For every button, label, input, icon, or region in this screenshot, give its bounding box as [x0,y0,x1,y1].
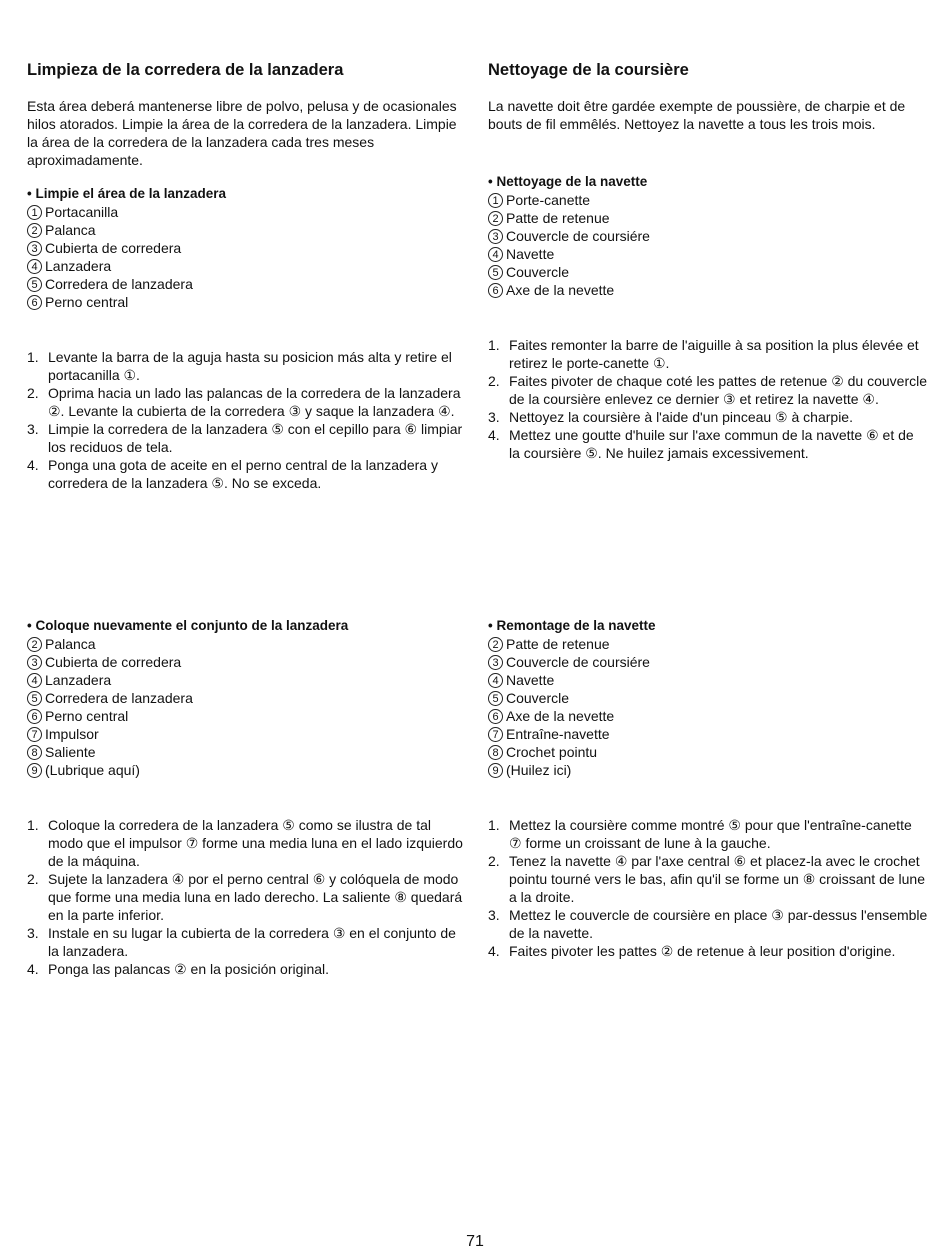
part-label: Perno central [45,294,129,310]
part-label: Portacanilla [45,204,119,220]
part-item [488,281,928,299]
part-item [27,653,467,671]
part-item [27,203,467,221]
part-label: Navette [506,246,555,262]
french-intro-block [488,97,928,133]
part-number-circle: 1 [488,193,503,208]
part-number-circle: 4 [27,259,42,274]
step-item [27,348,467,384]
part-number-circle: 3 [488,229,503,244]
part-label: Cubierta de corredera [45,654,182,670]
step-item [488,942,928,960]
part-number-circle: 8 [27,745,42,760]
part-label: Lanzadera [45,258,112,274]
part-label: Palanca [45,222,96,238]
step-number: 1. [488,817,500,833]
part-item [27,293,467,311]
step-text: Levante la barra de la aguja hasta su posicion más alta y retire el portacanilla ①. [48,349,452,383]
french-section1-parts [488,173,928,299]
part-label: Palanca [45,636,96,652]
spanish-section1-heading: • Limpie el área de la lanzadera [27,186,227,201]
french-section1-heading: • Nettoyage de la navette [488,174,648,189]
step-number: 3. [27,925,39,941]
part-item [488,209,928,227]
step-number: 1. [27,349,39,365]
part-item [27,635,467,653]
part-number-circle: 9 [27,763,42,778]
step-number: 3. [488,907,500,923]
step-number: 2. [27,871,39,887]
part-number-circle: 6 [488,283,503,298]
part-label: Patte de retenue [506,210,610,226]
part-label: Couvercle [506,264,570,280]
part-label: Impulsor [45,726,99,742]
step-text: Faites remonter la barre de l'aiguille à sa position la plus élevée et retirez le porte-canette ①. [509,337,919,371]
step-text: Limpie la corredera de la lanzadera ⑤ con el cepillo para ⑥ limpiar los reciduos de tela. [48,421,463,455]
part-label: Cubierta de corredera [45,240,182,256]
part-item [488,227,928,245]
part-number-circle: 5 [488,691,503,706]
part-number-circle: 4 [27,673,42,688]
spanish-section1-steps [27,348,467,492]
step-number: 4. [488,427,500,443]
step-text: Mettez une goutte d'huile sur l'axe commun de la navette ⑥ et de la coursière ⑤. Ne huilez jamais excessivement. [509,427,914,461]
step-text: Faites pivoter les pattes ② de retenue à leur position d'origine. [509,943,896,959]
part-number-circle: 2 [488,211,503,226]
part-number-circle: 2 [27,637,42,652]
part-item [27,257,467,275]
part-number-circle: 3 [488,655,503,670]
part-number-circle: 4 [488,247,503,262]
part-label: Perno central [45,708,129,724]
part-number-circle: 6 [488,709,503,724]
step-number: 2. [488,853,500,869]
parts-list [488,635,928,779]
step-item [488,426,928,462]
part-item [27,689,467,707]
step-text: Instale en su lugar la cubierta de la corredera ③ en el conjunto de la lanzadera. [48,925,456,959]
part-number-circle: 2 [488,637,503,652]
part-label: Entraîne-navette [506,726,610,742]
parts-list [488,191,928,299]
step-item [488,906,928,942]
part-number-circle: 2 [27,223,42,238]
part-number-circle: 3 [27,655,42,670]
step-number: 3. [27,421,39,437]
part-label: (Huilez ici) [506,762,572,778]
spanish-title: Limpieza de la corredera de la lanzadera [27,61,344,79]
steps-list [488,816,928,960]
part-number-circle: 5 [27,691,42,706]
part-label: Porte-canette [506,192,591,208]
step-text: Coloque la corredera de la lanzadera ⑤ como se ilustra de tal modo que el impulsor ⑦ forme una media luna en el lado izquierdo de la máquina. [48,817,463,869]
step-number: 2. [27,385,39,401]
step-item [488,816,928,852]
french-section1-steps [488,336,928,462]
step-number: 1. [488,337,500,353]
part-item [27,707,467,725]
step-text: Mettez la coursière comme montré ⑤ pour que l'entraîne-canette ⑦ forme un croissant de lune à la gauche. [509,817,912,851]
step-item [488,336,928,372]
step-number: 4. [27,961,39,977]
part-item [488,761,928,779]
step-item [27,420,467,456]
part-number-circle: 4 [488,673,503,688]
part-label: Couvercle de coursiére [506,654,650,670]
spanish-section2-parts [27,617,467,779]
part-item [27,743,467,761]
step-text: Tenez la navette ④ par l'axe central ⑥ et placez-la avec le crochet pointu tourné vers le bas, afin qu'il se forme un ⑧ croissant de lune a la droite. [509,853,926,905]
step-item [488,852,928,906]
spanish-section2-steps [27,816,467,978]
step-text: Nettoyez la coursière à l'aide d'un pinceau ⑤ à charpie. [509,409,853,425]
part-label: Axe de la nevette [506,282,615,298]
step-item [27,384,467,420]
parts-list [27,635,467,779]
part-item [27,725,467,743]
step-text: Faites pivoter de chaque coté les pattes de retenue ② du couvercle de la coursière enlevez ce dernier ③ et retirez la navette ④. [509,373,928,407]
steps-list [27,348,467,492]
step-number: 4. [488,943,500,959]
part-item [488,671,928,689]
french-section2-steps [488,816,928,960]
page-number: 71 [466,1233,484,1250]
part-number-circle: 8 [488,745,503,760]
part-item [488,653,928,671]
part-number-circle: 5 [488,265,503,280]
part-label: Patte de retenue [506,636,610,652]
part-item [488,191,928,209]
part-number-circle: 6 [27,709,42,724]
part-item [488,263,928,281]
part-item [488,725,928,743]
part-label: Corredera de lanzadera [45,276,193,292]
step-text: Ponga las palancas ② en la posición original. [48,961,330,977]
french-column [488,60,928,80]
step-text: Oprima hacia un lado las palancas de la corredera de la lanzadera ②. Levante la cubierta de la corredera ③ y saque la lanzadera ④. [48,385,461,419]
part-item [27,671,467,689]
part-item [27,761,467,779]
step-text: Mettez le couvercle de coursière en place ③ par-dessus l'ensemble de la navette. [509,907,928,941]
part-label: Lanzadera [45,672,112,688]
step-number: 1. [27,817,39,833]
part-label: Crochet pointu [506,744,598,760]
part-item [488,689,928,707]
step-number: 4. [27,457,39,473]
spanish-column [27,60,467,80]
part-number-circle: 6 [27,295,42,310]
part-label: Couvercle [506,690,570,706]
part-item [488,743,928,761]
part-number-circle: 9 [488,763,503,778]
part-number-circle: 5 [27,277,42,292]
part-item [488,707,928,725]
step-text: Ponga una gota de aceite en el perno central de la lanzadera y corredera de la lanzadera ⑤. No se exceda. [48,457,438,491]
step-item [27,816,467,870]
step-item [27,456,467,492]
step-item [27,870,467,924]
part-label: Couvercle de coursiére [506,228,650,244]
french-title: Nettoyage de la coursière [488,61,689,79]
french-section2-heading: • Remontage de la navette [488,618,656,633]
part-item [488,245,928,263]
part-number-circle: 7 [488,727,503,742]
step-number: 3. [488,409,500,425]
part-item [488,635,928,653]
step-item [488,372,928,408]
spanish-intro-block [27,97,467,169]
part-item [27,275,467,293]
steps-list [488,336,928,462]
steps-list [27,816,467,978]
french-section2-parts [488,617,928,779]
step-item [488,408,928,426]
part-label: Navette [506,672,555,688]
part-number-circle: 3 [27,241,42,256]
spanish-section1-parts [27,185,467,311]
part-label: (Lubrique aquí) [45,762,140,778]
step-text: Sujete la lanzadera ④ por el perno central ⑥ y colóquela de modo que forme una media luna en lado derecho. La saliente ⑧ quedará en la parte inferior. [48,871,463,923]
part-label: Corredera de lanzadera [45,690,193,706]
part-item [27,239,467,257]
parts-list [27,203,467,311]
step-item [27,960,467,978]
step-number: 2. [488,373,500,389]
part-label: Saliente [45,744,96,760]
spanish-intro: Esta área deberá mantenerse libre de polvo, pelusa y de ocasionales hilos atorados. Limpie la área de la corredera de la lanzadera. Limpie la área de la corredera de la lanzadera cada tres meses aproximadamente. [27,98,457,168]
french-intro: La navette doit être gardée exempte de poussière, de charpie et de bouts de fil emmêlés. Nettoyez la navette a tous les trois mois. [488,98,906,132]
spanish-section2-heading: • Coloque nuevamente el conjunto de la lanzadera [27,618,349,633]
step-item [27,924,467,960]
part-item [27,221,467,239]
part-number-circle: 1 [27,205,42,220]
part-label: Axe de la nevette [506,708,615,724]
part-number-circle: 7 [27,727,42,742]
